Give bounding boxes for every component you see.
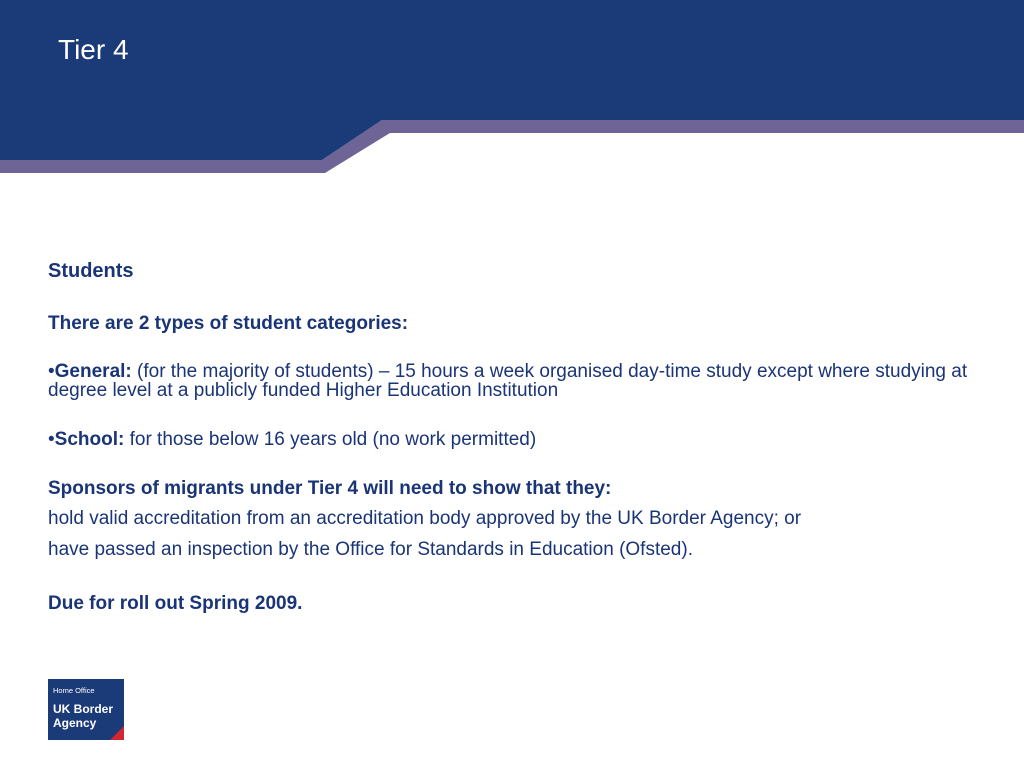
- bullet-text-general: (for the majority of students) – 15 hours a week organised day-time study except where studying at degree level at a publicly funded Higher Education Institution: [48, 361, 968, 401]
- bullet-school: [48, 430, 978, 449]
- sponsors-heading: Sponsors of migrants under Tier 4 will need to show that they:: [48, 478, 612, 499]
- bullet-marker: •: [48, 429, 55, 450]
- bullet-term-school: School:: [54, 429, 125, 450]
- uk-border-agency-logo: [48, 679, 124, 740]
- logo-line-1: UK Border: [53, 702, 114, 716]
- logo-top-text: Home Office: [53, 686, 95, 695]
- bullet-term-general: General:: [54, 361, 132, 382]
- slide-title: Tier 4: [58, 34, 129, 65]
- section-heading: Students: [48, 260, 134, 282]
- bullet-text-school: for those below 16 years old (no work permitted): [124, 429, 537, 450]
- header-band: [0, 0, 1024, 175]
- rollout-note: Due for roll out Spring 2009.: [48, 593, 303, 614]
- sponsor-requirement: hold valid accreditation from an accreditation body approved by the UK Border Agency; or: [48, 508, 802, 529]
- bullet-marker: •: [48, 361, 55, 382]
- sponsor-requirement: have passed an inspection by the Office for Standards in Education (Ofsted).: [48, 539, 693, 560]
- logo-line-2: Agency: [53, 716, 97, 730]
- intro-line: There are 2 types of student categories:: [48, 313, 409, 334]
- header-background: [0, 0, 1024, 160]
- bullet-general: [48, 362, 978, 400]
